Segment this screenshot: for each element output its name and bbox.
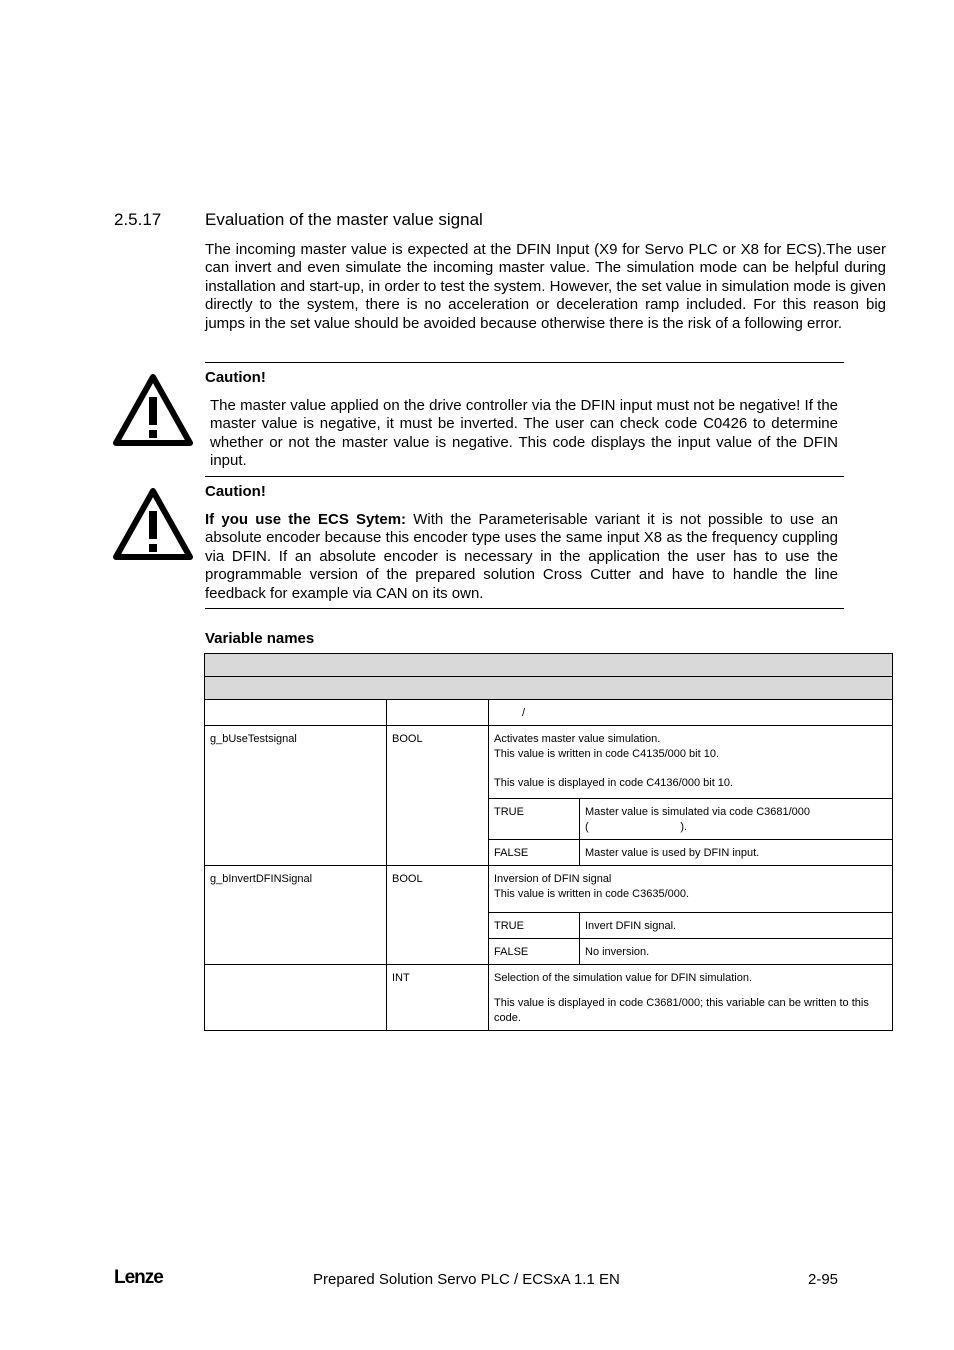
divider: [205, 608, 844, 609]
table-row: [205, 700, 893, 726]
warning-triangle-icon: [112, 487, 194, 561]
option-value: No inversion.: [580, 939, 893, 965]
table-subheader-row: [205, 677, 893, 700]
footer-document-title: Prepared Solution Servo PLC / ECSxA 1.1 EN: [313, 1271, 620, 1288]
variable-type: BOOL: [387, 726, 489, 866]
variable-description: Selection of the simulation value for DFIN simulation. This value is displayed in code C3681/000; this variable can be written to this code.: [489, 965, 893, 1031]
warning-triangle-icon: [112, 373, 194, 447]
caution-heading: Caution!: [205, 369, 266, 386]
caution-text: The master value applied on the drive controller via the DFIN input must not be negative! If the master value is negative, it must be inverted. The user can check code C0426 to determine whether or not the master value is negative. This code displays the input value of the DFIN input.: [210, 397, 838, 470]
section-number: 2.5.17: [114, 210, 162, 229]
option-key: FALSE: [489, 939, 580, 965]
variable-description: Inversion of DFIN signal This value is written in code C3635/000.: [489, 866, 893, 913]
caution-bold-lead: If you use the ECS Sytem:: [205, 511, 407, 528]
option-value: Master value is used by DFIN input.: [580, 840, 893, 866]
caution-body: With the Parameterisable variant it is not possible to use an absolute encoder because this encoder type uses the same input X8 as the frequency cuppling via DFIN. If an absolute encoder is necessary in the application the user has to use the programmable version of the prepared solution Cross Cutter and have to handle the line feedback for example via CAN on its own.: [205, 511, 838, 602]
option-key: FALSE: [489, 840, 580, 866]
table-row: [205, 866, 893, 913]
variable-type: INT: [387, 965, 489, 1031]
option-key: TRUE: [489, 913, 580, 939]
column-header: /: [489, 700, 893, 726]
caution-text: [205, 511, 838, 603]
option-value: Master value is simulated via code C3681/000 ( ).: [580, 799, 893, 840]
variable-type: BOOL: [387, 866, 489, 965]
lenze-logo: Lenze: [114, 1267, 163, 1288]
table-row: [205, 965, 893, 1031]
section-title: Evaluation of the master value signal: [205, 210, 483, 229]
caution-heading: Caution!: [205, 483, 266, 500]
variable-name: g_bUseTestsignal: [205, 726, 387, 866]
divider: [205, 476, 844, 477]
variable-table: [204, 653, 893, 1031]
variable-description: Activates master value simulation. This value is written in code C4135/000 bit 10. This value is displayed in code C4136/000 bit 10.: [489, 726, 893, 799]
variable-name: [205, 965, 387, 1031]
variable-names-heading: Variable names: [205, 630, 315, 647]
variable-name: g_bInvertDFINSignal: [205, 866, 387, 965]
page-number: 2-95: [808, 1271, 839, 1288]
option-key: TRUE: [489, 799, 580, 840]
table-header-row: [205, 654, 893, 677]
table-row: [205, 726, 893, 799]
intro-paragraph: The incoming master value is expected at the DFIN Input (X9 for Servo PLC or X8 for ECS).The user can invert and even simulate the incoming master value. The simulation mode can be helpful during installation and start-up, in order to test the system. However, the set value in simulation mode is given directly to the system, there is no acceleration or deceleration ramp included. For this reason big jumps in the set value should be avoided because otherwise there is the risk of a following error.: [205, 241, 886, 332]
option-value: Invert DFIN signal.: [580, 913, 893, 939]
divider: [205, 362, 844, 363]
